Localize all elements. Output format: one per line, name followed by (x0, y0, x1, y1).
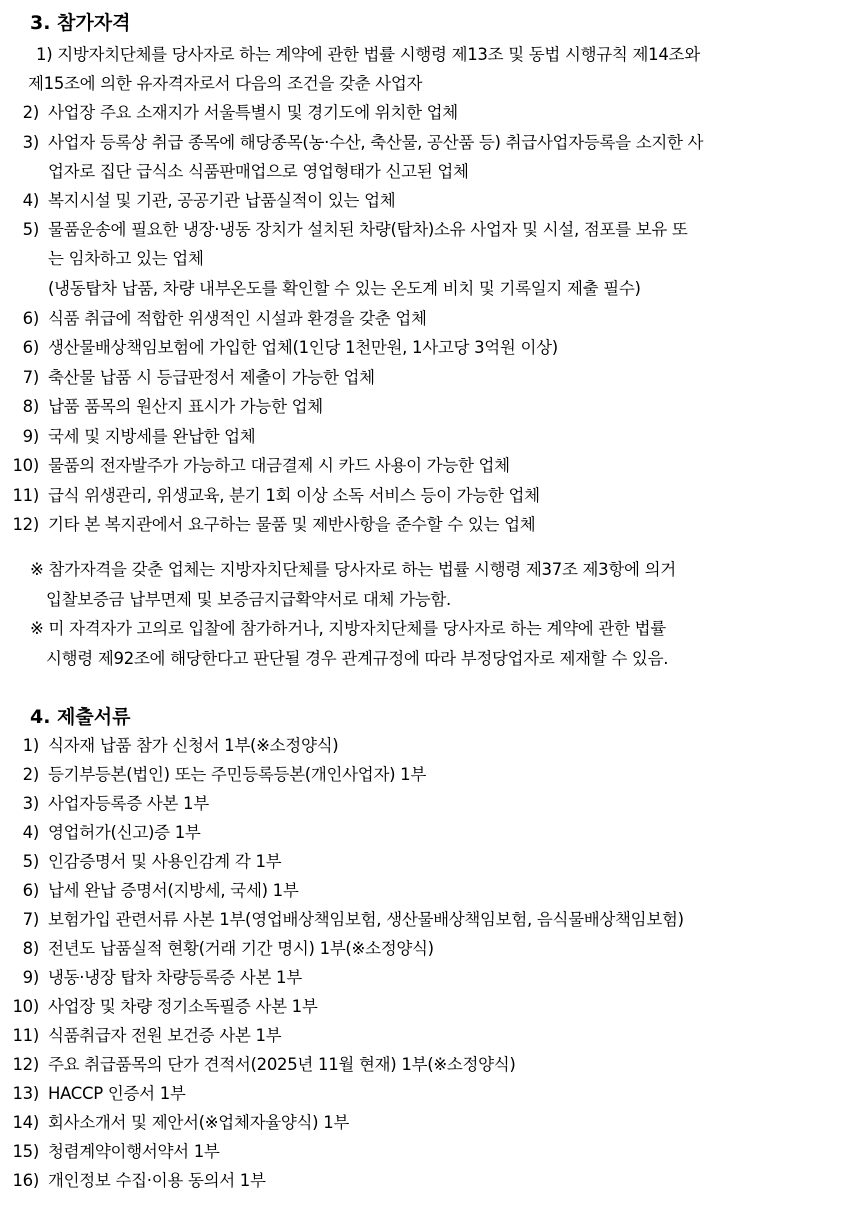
item-text: 청렴계약이행서약서 1부 (48, 1142, 220, 1161)
list-item (3, 880, 299, 902)
item-number: 10) (12, 456, 39, 475)
item-number: 11) (12, 486, 39, 505)
list-item (3, 514, 535, 536)
list-item-note (3, 278, 641, 300)
item-number: 7) (22, 910, 39, 929)
list-item (3, 909, 684, 931)
item-number: 8) (22, 939, 39, 958)
list-item (3, 190, 395, 212)
list-item (3, 851, 281, 873)
item-number: 9) (22, 427, 39, 446)
item-text: 전년도 납품실적 현황(거래 기간 명시) 1부(※소정양식) (48, 939, 434, 958)
item-text: 식품취급자 전원 보건증 사본 1부 (48, 1026, 282, 1045)
list-item (3, 938, 434, 960)
item-text: 는 임차하고 있는 업체 (48, 249, 204, 268)
list-item-continuation (3, 161, 469, 183)
item-number: 9) (22, 968, 39, 987)
item-text: 사업자등록증 사본 1부 (48, 794, 209, 813)
item-text: 복지시설 및 기관, 공공기관 납품실적이 있는 업체 (48, 191, 396, 210)
item-number: 11) (12, 1026, 39, 1045)
list-item (3, 967, 302, 989)
item-text: 보험가입 관련서류 사본 1부(영업배상책임보험, 생산물배상책임보험, 음식물배상책임보험) (48, 910, 684, 929)
item-text: 국세 및 지방세를 완납한 업체 (48, 427, 256, 446)
list-item (3, 764, 426, 786)
list-item (3, 1112, 349, 1134)
item-text: (냉동탑차 납품, 차량 내부온도를 확인할 수 있는 온도계 비치 및 기록일지 제출 필수) (48, 279, 641, 298)
list-item (3, 426, 255, 448)
item-number: 2) (22, 103, 39, 122)
item-number: 15) (12, 1142, 39, 1161)
item-number: 4) (22, 823, 39, 842)
note-line: ※ 미 자격자가 고의로 입찰에 참가하거나, 지방자치단체를 당사자로 하는 계약에 관한 법률 (30, 619, 666, 638)
list-item (3, 102, 458, 124)
item-number: 12) (12, 1055, 39, 1074)
item-text: 납세 완납 증명서(지방세, 국세) 1부 (48, 881, 299, 900)
item-text: 급식 위생관리, 위생교육, 분기 1회 이상 소독 서비스 등이 가능한 업체 (48, 486, 540, 505)
list-item (3, 1025, 281, 1047)
item-text: 업자로 집단 급식소 식품판매업으로 영업형태가 신고된 업체 (48, 162, 469, 181)
item-number: 5) (22, 220, 39, 239)
intro-line-2: 제15조에 의한 유자격자로서 다음의 조건을 갖춘 사업자 (28, 74, 423, 93)
list-item (3, 132, 703, 154)
item-number: 7) (22, 368, 39, 387)
list-item (3, 1083, 186, 1105)
note-line: 시행령 제92조에 해당한다고 판단될 경우 관계규정에 따라 부정당업자로 제재할 수 있음. (46, 649, 669, 668)
list-item (3, 1141, 220, 1163)
item-text: 등기부등본(법인) 또는 주민등록등본(개인사업자) 1부 (48, 765, 427, 784)
item-text: 식품 취급에 적합한 위생적인 시설과 환경을 갖춘 업체 (48, 309, 427, 328)
item-text: 개인정보 수집·이용 동의서 1부 (48, 1171, 266, 1190)
item-text: 사업장 주요 소재지가 서울특별시 및 경기도에 위치한 업체 (48, 103, 458, 122)
list-item (3, 822, 201, 844)
item-number: 2) (22, 765, 39, 784)
item-number: 16) (12, 1171, 39, 1190)
item-number: 10) (12, 997, 39, 1016)
intro-line-1: 1) 지방자치단체를 당사자로 하는 계약에 관한 법률 시행령 제13조 및 동법 시행규칙 제14조와 (36, 45, 700, 64)
section-4-title: 4. 제출서류 (30, 706, 131, 728)
item-text: 식자재 납품 참가 신청서 1부(※소정양식) (48, 736, 339, 755)
list-item (3, 455, 510, 477)
item-number: 5) (22, 852, 39, 871)
item-number: 1) (22, 736, 39, 755)
list-item (3, 367, 375, 389)
item-number: 13) (12, 1084, 39, 1103)
item-text: 축산물 납품 시 등급판정서 제출이 가능한 업체 (48, 368, 375, 387)
item-text: 물품운송에 필요한 냉장·냉동 장치가 설치된 차량(탑차)소유 사업자 및 시설, 점포를 보유 또 (48, 220, 688, 239)
item-number: 4) (22, 191, 39, 210)
list-item-continuation (3, 248, 204, 270)
item-number: 12) (12, 515, 39, 534)
item-number: 3) (22, 133, 39, 152)
item-number: 6) (22, 309, 39, 328)
list-item (3, 996, 318, 1018)
item-text: 사업장 및 차량 정기소독필증 사본 1부 (48, 997, 318, 1016)
item-text: 생산물배상책임보험에 가입한 업체(1인당 1천만원, 1사고당 3억원 이상) (48, 338, 558, 357)
list-item (3, 793, 209, 815)
item-text: 주요 취급품목의 단가 견적서(2025년 11월 현재) 1부(※소정양식) (48, 1055, 516, 1074)
item-text: 회사소개서 및 제안서(※업체자율양식) 1부 (48, 1113, 350, 1132)
item-number: 8) (22, 397, 39, 416)
section-3-title: 3. 참가자격 (30, 12, 131, 34)
item-text: 인감증명서 및 사용인감계 각 1부 (48, 852, 282, 871)
list-item (3, 308, 427, 330)
item-text: 기타 본 복지관에서 요구하는 물품 및 제반사항을 준수할 수 있는 업체 (48, 515, 536, 534)
item-text: 영업허가(신고)증 1부 (48, 823, 201, 842)
list-item (3, 219, 688, 241)
item-number: 3) (22, 794, 39, 813)
item-text: 사업자 등록상 취급 종목에 해당종목(농·수산, 축산물, 공산품 등) 취급사업자등록을 소지한 사 (48, 133, 704, 152)
list-item (3, 735, 338, 757)
list-item (3, 337, 558, 359)
note-line: ※ 참가자격을 갖춘 업체는 지방자치단체를 당사자로 하는 법률 시행령 제37조 제3항에 의거 (30, 560, 676, 579)
list-item (3, 1170, 266, 1192)
item-text: HACCP 인증서 1부 (48, 1084, 186, 1103)
item-number: 6) (22, 338, 39, 357)
list-item (3, 396, 323, 418)
item-text: 납품 품목의 원산지 표시가 가능한 업체 (48, 397, 323, 416)
note-line: 입찰보증금 납부면제 및 보증금지급확약서로 대체 가능함. (46, 590, 452, 609)
list-item (3, 1054, 516, 1076)
item-text: 물품의 전자발주가 가능하고 대금결제 시 카드 사용이 가능한 업체 (48, 456, 510, 475)
list-item (3, 485, 540, 507)
item-number: 14) (12, 1113, 39, 1132)
item-number: 6) (22, 881, 39, 900)
item-text: 냉동·냉장 탑차 차량등록증 사본 1부 (48, 968, 302, 987)
